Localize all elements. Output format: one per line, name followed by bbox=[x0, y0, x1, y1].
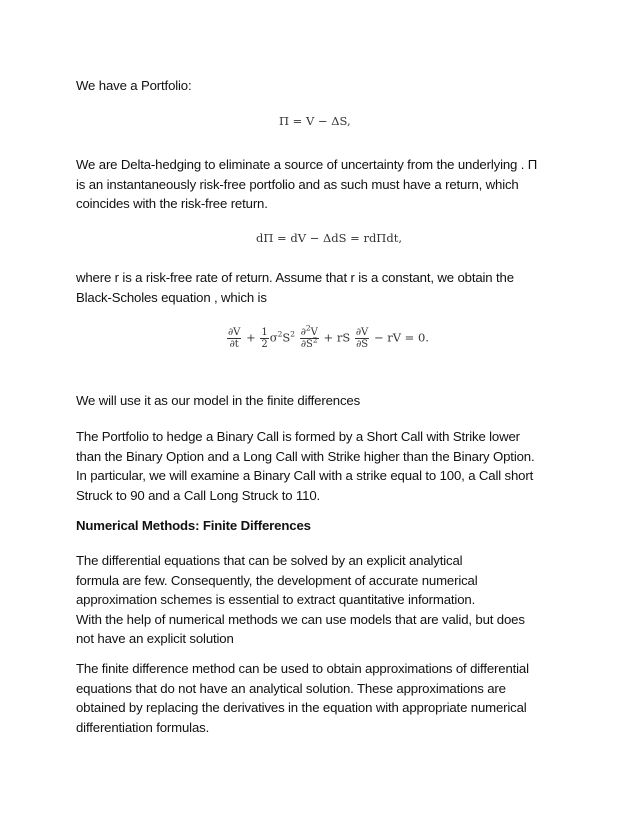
paragraph-line: equations that do not have an analytical solution. These approximations are bbox=[76, 680, 506, 696]
finite-difference-paragraph bbox=[76, 659, 576, 737]
paragraph-line: In particular, we will examine a Binary Call with a strike equal to 100, a Call short bbox=[76, 468, 534, 483]
intro-paragraph bbox=[76, 76, 576, 96]
paragraph-line: than the Binary Option and a Long Call with Strike higher than the Binary Option. bbox=[76, 448, 535, 464]
paragraph-line: approximation schemes is essential to extract quantitative information. bbox=[76, 592, 476, 607]
paragraph-line: We are Delta-hedging to eliminate a source of uncertainty from the underlying . Π bbox=[76, 157, 538, 172]
paragraph-line: coincides with the risk-free return. bbox=[76, 196, 268, 211]
paragraph-line: The Portfolio to hedge a Binary Call is formed by a Short Call with Strike lower bbox=[76, 429, 520, 444]
one-half-fraction: $\frac{1}{2}$ bbox=[261, 327, 268, 350]
section-heading bbox=[76, 516, 576, 536]
paragraph-line: Struck to 90 and a Call Long Struck to 110. bbox=[76, 487, 321, 503]
paragraph-line: is an instantaneously risk-free portfolio and as such must have a return, which bbox=[76, 176, 519, 192]
paragraph-line: formula are few. Consequently, the development of accurate numerical bbox=[76, 572, 478, 588]
paragraph-line: We will use it as our model in the finite differences bbox=[76, 393, 361, 408]
paragraph-line: Black-Scholes equation , which is bbox=[76, 289, 267, 305]
second-derivative-fraction: $\frac{\partial^2V}{\partial S^2}$ bbox=[300, 323, 318, 350]
intro-line: We have a Portfolio: bbox=[76, 78, 192, 93]
paragraph-line: where r is a risk-free rate of return. Assume that r is a constant, we obtain the bbox=[76, 270, 514, 285]
model-paragraph bbox=[76, 391, 576, 411]
dv-dt-fraction: $\frac{\partial V}{\partial t}$ bbox=[228, 327, 241, 350]
section-heading-text: Numerical Methods: Finite Differences bbox=[76, 518, 311, 533]
portfolio-equation bbox=[279, 114, 351, 128]
paragraph-line: differentiation formulas. bbox=[76, 719, 210, 735]
paragraph-line: The differential equations that can be solved by an explicit analytical bbox=[76, 553, 463, 568]
portfolio-equation-text: Π = V − ΔS, bbox=[279, 114, 351, 128]
risk-free-rate-paragraph bbox=[76, 268, 576, 307]
return-equation bbox=[256, 231, 402, 245]
paragraph-line: The finite difference method can be used to obtain approximations of differential bbox=[76, 661, 529, 676]
black-scholes-equation: $\frac{\partial V}{\partial t}$ + $\frac{1}{2}$ $\sigma^2S^2$ $\frac{\partial^2V}{\partial S^2}$ + rS $\frac{\partial V}{\partial S}$ − rV = 0. bbox=[228, 323, 429, 350]
delta-hedge-paragraph bbox=[76, 155, 576, 214]
paragraph-line: not have an explicit solution bbox=[76, 631, 234, 646]
dv-ds-fraction: $\frac{\partial V}{\partial S}$ bbox=[355, 327, 369, 350]
paragraph-line: With the help of numerical methods we can use models that are valid, but does bbox=[76, 611, 525, 627]
numerical-methods-paragraph bbox=[76, 551, 576, 649]
return-equation-text: dΠ = dV − ΔdS = rdΠdt, bbox=[256, 231, 402, 245]
portfolio-paragraph bbox=[76, 427, 576, 505]
paragraph-line: obtained by replacing the derivatives in the equation with appropriate numerical bbox=[76, 700, 527, 715]
